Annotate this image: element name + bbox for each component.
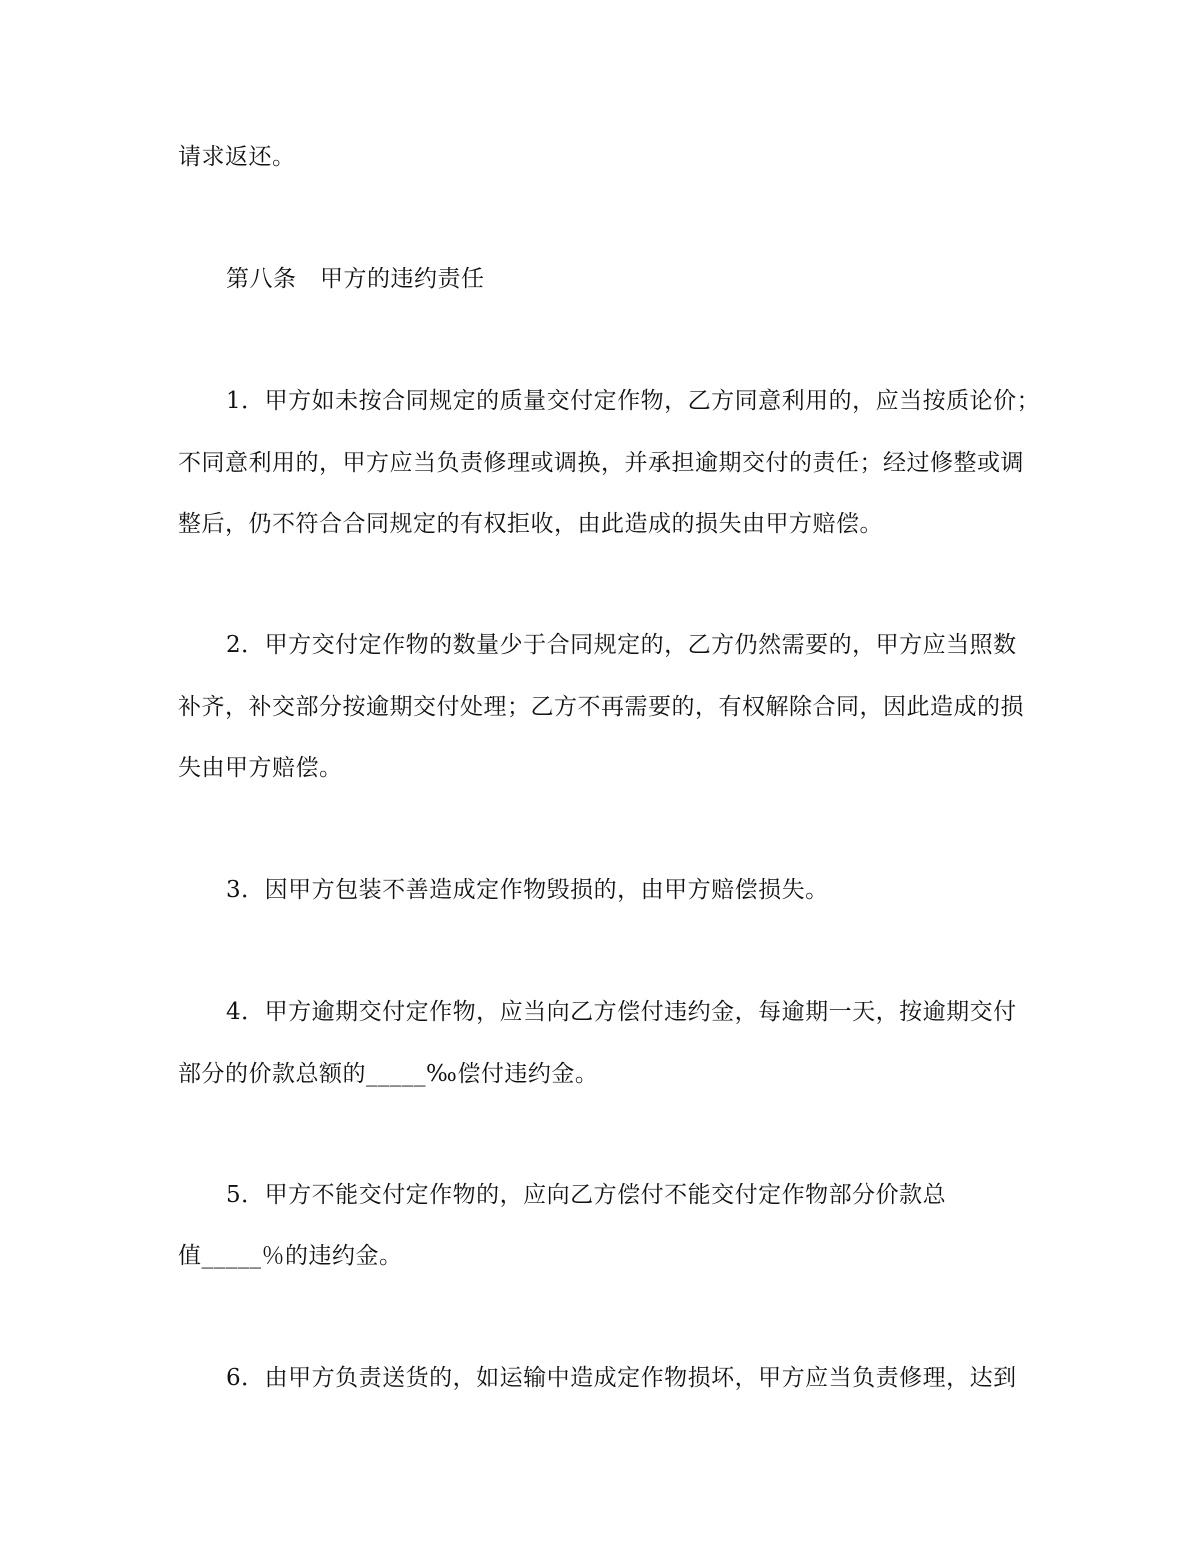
clause-1-line-3: 整后，仍不符合合同规定的有权拒收，由此造成的损失由甲方赔偿。 <box>178 511 883 537</box>
clause-2-line-3: 失由甲方赔偿。 <box>178 755 343 781</box>
clause-5-line-2: 值_____％的违约金。 <box>178 1243 403 1269</box>
clause-2-line-2: 补齐，补交部分按逾期交付处理；乙方不再需要的，有权解除合同，因此造成的损 <box>178 694 1024 720</box>
clause-2-line-1: 2．甲方交付定作物的数量少于合同规定的，乙方仍然需要的，甲方应当照数 <box>226 632 1017 658</box>
clause-1-line-1: 1．甲方如未按合同规定的质量交付定作物，乙方同意利用的，应当按质论价； <box>226 388 1041 414</box>
clause-4-line-2: 部分的价款总额的_____‰偿付违约金。 <box>178 1061 599 1087</box>
continuation-text: 请求返还。 <box>178 144 296 170</box>
clause-4-line-1: 4．甲方逾期交付定作物，应当向乙方偿付违约金，每逾期一天，按逾期交付 <box>226 999 1017 1025</box>
clause-1-line-2: 不同意利用的，甲方应当负责修理或调换，并承担逾期交付的责任；经过修整或调 <box>178 450 1024 476</box>
clause-6-line-1: 6．由甲方负责送货的，如运输中造成定作物损坏，甲方应当负责修理，达到 <box>226 1365 1017 1391</box>
article-heading: 第八条 甲方的违约责任 <box>226 266 485 292</box>
clause-3-line-1: 3．因甲方包装不善造成定作物毁损的，由甲方赔偿损失。 <box>226 877 829 903</box>
clause-5-line-1: 5．甲方不能交付定作物的，应向乙方偿付不能交付定作物部分价款总 <box>226 1182 947 1208</box>
